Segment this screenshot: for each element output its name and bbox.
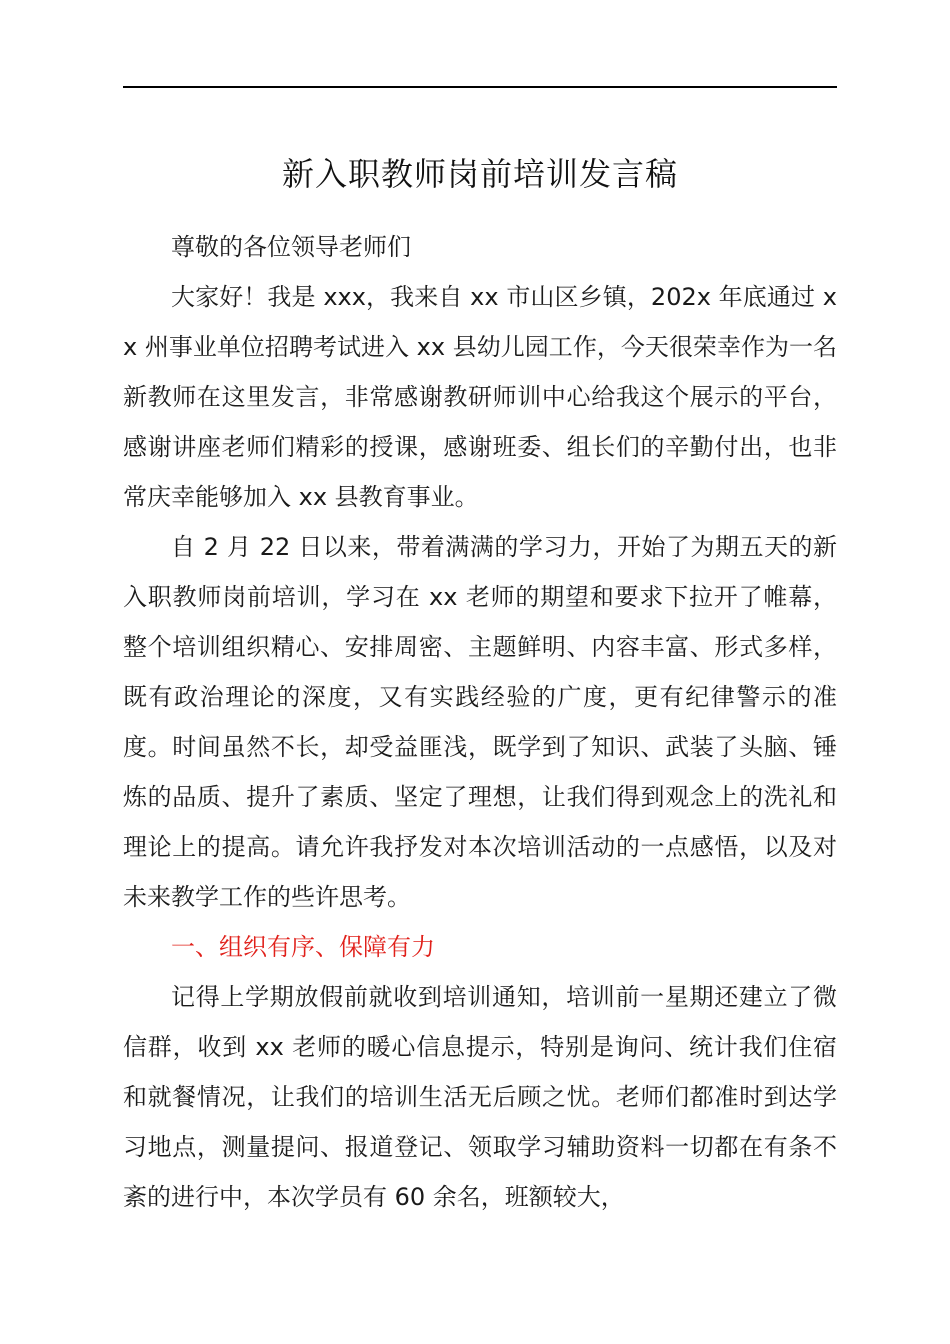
document-title: 新入职教师岗前培训发言稿 [281,155,678,193]
header-rule [123,86,837,88]
section-paragraph: 记得上学期放假前就收到培训通知，培训前一星期还建立了微信群，收到 xx 老师的暖心信息提示，特别是询问、统计我们住宿和就餐情况，让我们的培训生活无后顾之忧。老师们都准时到达学习地点，测量提问、报道登记、领取学习辅助资料一切都在有条不紊的进行中，本次学员有 60 余名，班额较大， [123,983,837,1211]
section-heading: 一、组织有序、保障有力 [171,933,435,961]
salutation: 尊敬的各位领导老师们 [171,233,411,261]
paragraph-training: 自 2 月 22 日以来，带着满满的学习力，开始了为期五天的新入职教师岗前培训，学习在 xx 老师的期望和要求下拉开了帷幕，整个培训组织精心、安排周密、主题鲜明、内容丰富、形式多样，既有政治理论的深度，又有实践经验的广度，更有纪律警示的准度。时间虽然不长，却受益匪浅，既学到了知识、武装了头脑、锤炼的品质、提升了素质、坚定了理想，让我们得到观念上的洗礼和理论上的提高。请允许我抒发对本次培训活动的一点感悟，以及对未来教学工作的些许思考。 [123,533,837,911]
paragraph-intro: 大家好！我是 xxx，我来自 xx 市山区乡镇，202x 年底通过 xx 州事业单位招聘考试进入 xx 县幼儿园工作，今天很荣幸作为一名新教师在这里发言，非常感谢教研师训中心给我这个展示的平台，感谢讲座老师们精彩的授课，感谢班委、组长们的辛勤付出，也非常庆幸能够加入 xx 县教育事业。 [123,283,837,511]
document-body [123,222,837,1222]
